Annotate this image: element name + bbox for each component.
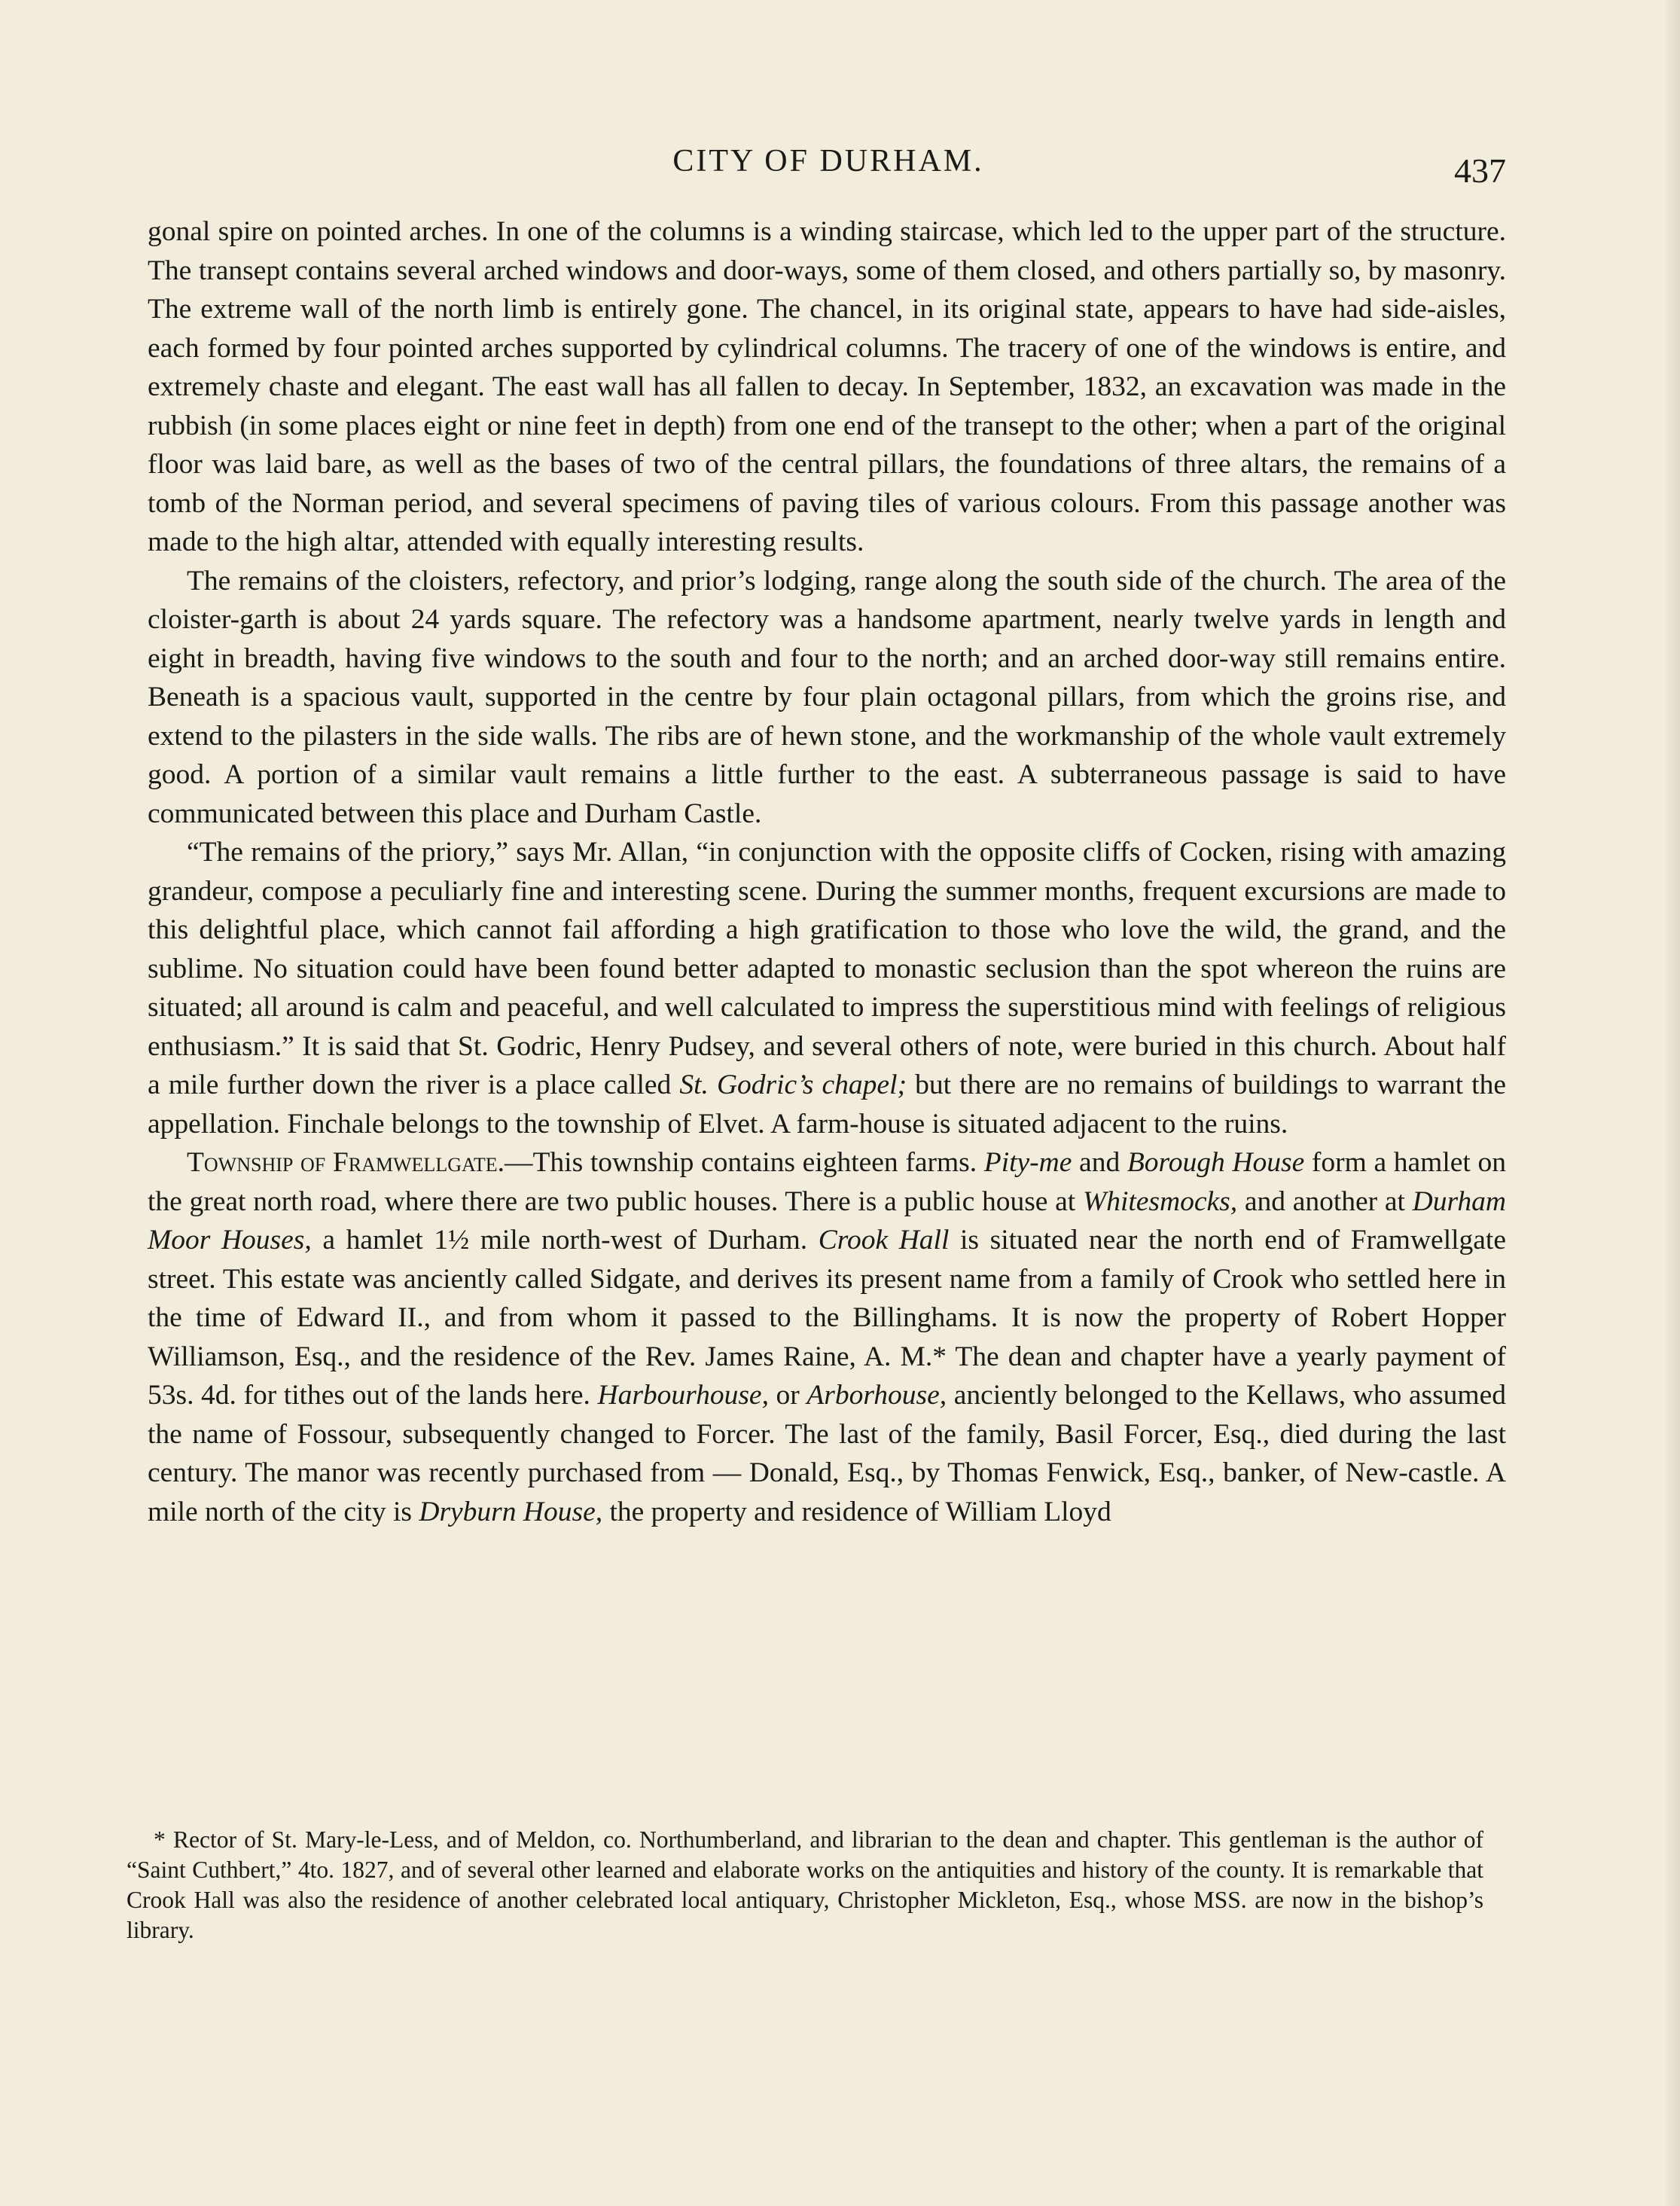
text-run: or [768, 1380, 807, 1411]
text-run: form a hamlet on the great north road, where there are two public houses. There is a public house at [148, 1147, 1506, 1217]
text-run: is situated near the north end of Framwellgate street. This estate was anciently called Sidgate, and derives its present name from a family of Crook who settled here in the time of Edward II., and from whom it passed to the Billinghams. It is now the property of Robert Hopper Williamson, Esq., and the residence of the Rev. James Raine, A. M.* The dean and chapter have a yearly payment of 53s. 4d. for tithes out of the lands here. [148, 1225, 1506, 1411]
italic-run: Crook Hall [818, 1225, 950, 1256]
paragraph [148, 833, 1506, 1143]
text-run: anciently belonged to the Kellaws, who assumed the name of Fossour, subsequently changed to Forcer. The last of the family, Basil Forcer, Esq., died during the last century. The manor was recently purchased from — Donald, Esq., by Thomas Fenwick, Esq., banker, of New-castle. A mile north of the city is [148, 1380, 1506, 1527]
text-run: but there are no remains of buildings to warrant the appellation. Finchale belongs to the township of Elvet. A farm-house is situated adjacent to the ruins. [148, 1069, 1506, 1140]
page-header [151, 137, 1506, 190]
footnote [127, 1825, 1483, 1945]
smallcaps-run: Township of Framwellgate. [187, 1147, 505, 1178]
italic-run: St. Godric’s chapel; [679, 1069, 907, 1100]
body-text [148, 212, 1506, 1531]
italic-run: Harbourhouse, [597, 1380, 769, 1411]
paragraph [148, 1143, 1506, 1531]
italic-run: Whitesmocks, [1082, 1185, 1238, 1217]
running-title: CITY OF DURHAM. [672, 144, 984, 178]
italic-run: Dryburn House, [419, 1496, 603, 1527]
paragraph [148, 212, 1506, 562]
text-run: and another at [1237, 1185, 1413, 1217]
footnote-text: * Rector of St. Mary-le-Less, and of Meldon, co. Northumberland, and librarian to the dean and chapter. This gentleman is the author of “Saint Cuthbert,” 4to. 1827, and of several other learned and elaborate works on the antiquities and history of the county. It is remarkable that Crook Hall was also the residence of another celebrated local antiquary, Christopher Mickleton, Esq., whose MSS. are now in the bishop’s library. [127, 1826, 1483, 1943]
text-run: and [1072, 1147, 1127, 1178]
italic-run: Durham Moor Houses, [148, 1185, 1506, 1256]
page-number: 437 [1454, 151, 1506, 190]
text-run: gonal spire on pointed arches. In one of the columns is a winding staircase, which led to the upper part of the structure. The transept contains several arched windows and door-ways, some of them closed, and others partially so, by masonry. The extreme wall of the north limb is entirely gone. The chancel, in its original state, appears to have had side-aisles, each formed by four pointed arches supported by cylindrical columns. The tracery of one of the windows is entire, and extremely chaste and elegant. The east wall has all fallen to decay. In September, 1832, an excavation was made in the rubbish (in some places eight or nine feet in depth) from one end of the transept to the other; when a part of the original floor was laid bare, as well as the bases of two of the central pillars, the foundations of three altars, the remains of a tomb of the Norman period, and several specimens of paving tiles of various colours. From this passage another was made to the high altar, attended with equally interesting results. [148, 216, 1506, 557]
italic-run: Borough House [1127, 1147, 1305, 1178]
italic-run: Arborhouse, [806, 1380, 947, 1411]
text-run: a hamlet 1½ mile north-west of Durham. [311, 1225, 819, 1256]
paragraph [148, 562, 1506, 834]
text-run: —This township contains eighteen farms. [505, 1147, 984, 1178]
italic-run: Pity-me [983, 1147, 1072, 1178]
text-run: The remains of the cloisters, refectory, and prior’s lodging, range along the south side of the church. The area of the cloister-garth is about 24 yards square. The refectory was a handsome apartment, nearly twelve yards in length and eight in breadth, having five windows to the south and four to the north; and an arched door-way still remains entire. Beneath is a spacious vault, supported in the centre by four plain octagonal pillars, from which the groins rise, and extend to the pilasters in the side walls. The ribs are of hewn stone, and the workmanship of the whole vault extremely good. A portion of a similar vault remains a little further to the east. A subterraneous passage is said to have communicated between this place and Durham Castle. [148, 565, 1506, 829]
page-edge-shadow [1663, 0, 1680, 2206]
text-run: the property and residence of William Lloyd [602, 1496, 1111, 1527]
text-run: “The remains of the priory,” says Mr. Allan, “in conjunction with the opposite cliffs of Cocken, rising with amazing grandeur, compose a peculiarly fine and interesting scene. During the summer months, frequent excursions are made to this delightful place, which cannot fail affording a high gratification to those who love the wild, the grand, and the sublime. No situation could have been found better adapted to monastic seclusion than the spot whereon the ruins are situated; all around is calm and peaceful, and well calculated to impress the superstitious mind with feelings of religious enthusiasm.” It is said that St. Godric, Henry Pudsey, and several others of note, were buried in this church. About half a mile further down the river is a place called [148, 837, 1506, 1100]
